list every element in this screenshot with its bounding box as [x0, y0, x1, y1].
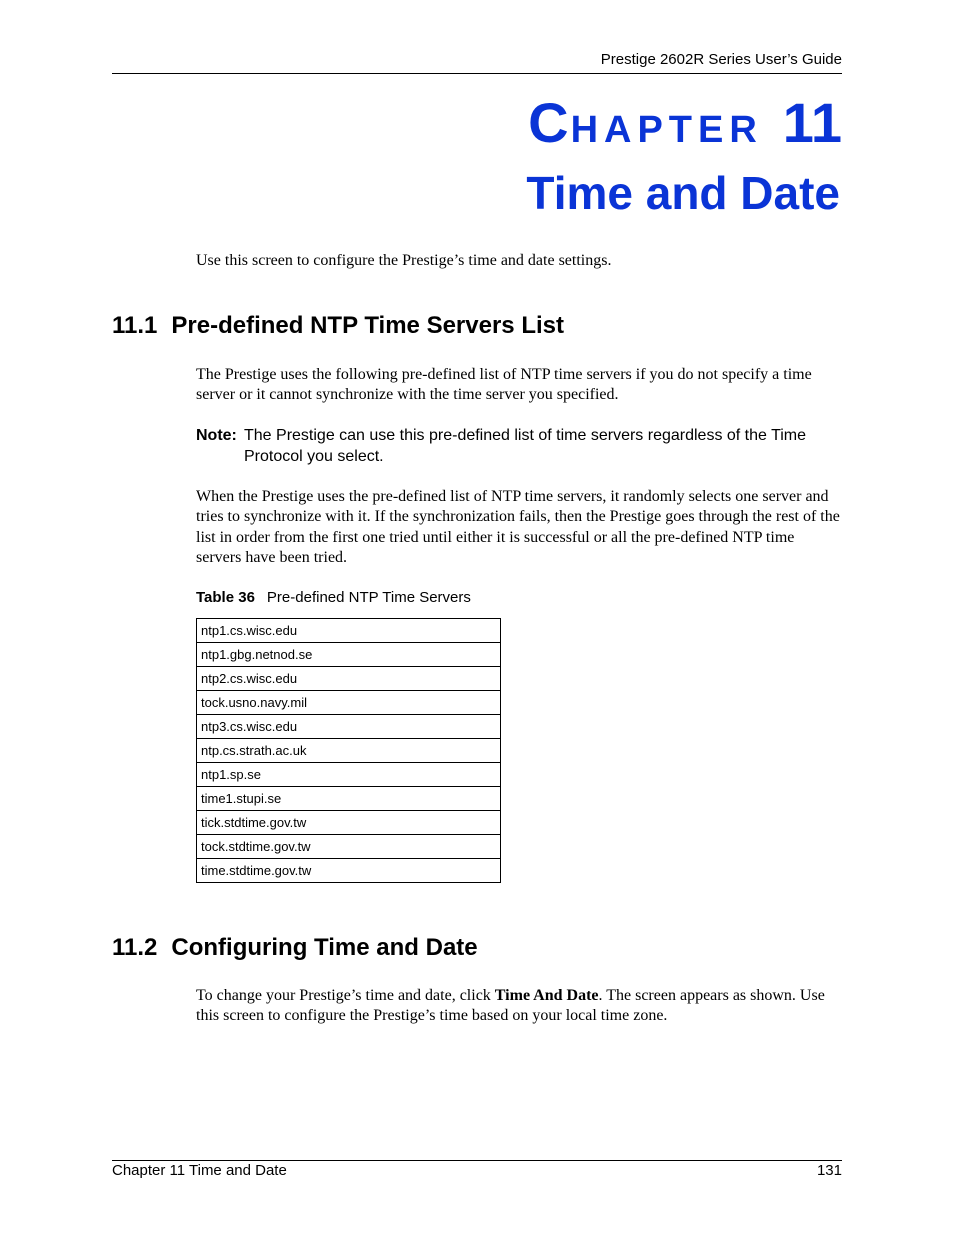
table-row	[197, 787, 501, 811]
section-title: Pre-defined NTP Time Servers List	[171, 312, 564, 339]
table-cell: ntp1.sp.se	[197, 763, 501, 787]
note-line-1	[196, 426, 844, 447]
footer-chapter-title: Chapter 11 Time and Date	[112, 1162, 287, 1179]
intro-paragraph: Use this screen to configure the Prestige’s time and date settings.	[196, 252, 612, 269]
table-caption-label: Table 36	[196, 589, 255, 606]
table-row	[197, 859, 501, 883]
page-number: 131	[816, 1162, 842, 1179]
table-row	[197, 643, 501, 667]
section-number: 11.2	[112, 934, 158, 961]
table-caption	[196, 589, 471, 606]
table-cell: time1.stupi.se	[197, 787, 501, 811]
chapter-number: 11	[782, 91, 842, 154]
table-caption-text: Pre-defined NTP Time Servers	[266, 589, 471, 606]
chapter-title: Time and Date	[526, 167, 840, 219]
table-cell: ntp3.cs.wisc.edu	[197, 715, 501, 739]
table-cell: tick.stdtime.gov.tw	[197, 811, 501, 835]
table-cell: ntp2.cs.wisc.edu	[197, 667, 501, 691]
table-cell: tock.usno.navy.mil	[197, 691, 501, 715]
table-row	[197, 763, 501, 787]
table-row	[197, 619, 501, 643]
note-text-1: The Prestige can use this pre-defined list of time servers regardless of the Time	[244, 427, 807, 444]
time-and-date-link-text: Time And Date	[494, 987, 599, 1004]
note-label: Note:	[196, 427, 237, 444]
section-number: 11.1	[112, 312, 158, 339]
table-row	[197, 691, 501, 715]
chapter-label-rest: HAPTER	[570, 109, 763, 151]
table-row	[197, 811, 501, 835]
table-row	[197, 667, 501, 691]
section-heading-11-2	[112, 934, 478, 962]
table-row	[197, 835, 501, 859]
table-cell: time.stdtime.gov.tw	[197, 859, 501, 883]
table-row	[197, 715, 501, 739]
section2-text-before: To change your Prestige’s time and date, click	[196, 987, 495, 1004]
section-title: Configuring Time and Date	[171, 934, 478, 961]
table-cell: ntp1.cs.wisc.edu	[197, 619, 501, 643]
table-cell: ntp1.gbg.netnod.se	[197, 643, 501, 667]
section2-paragraph	[196, 986, 842, 1027]
section1-paragraph-1: The Prestige uses the following pre-defined list of NTP time servers if you do not specify a time server or it cannot synchronize with the time server you specified.	[196, 366, 812, 404]
header-rule	[112, 73, 842, 74]
table-row	[197, 739, 501, 763]
note-block	[196, 426, 844, 467]
note-text-2: Protocol you select.	[244, 447, 384, 465]
chapter-label	[528, 91, 842, 154]
section-heading-11-1	[112, 312, 564, 340]
ntp-server-table	[196, 618, 501, 883]
table-cell: tock.stdtime.gov.tw	[197, 835, 501, 859]
chapter-label-initial: C	[528, 91, 569, 154]
section1-paragraph-2: When the Prestige uses the pre-defined list of NTP time servers, it randomly selects one server and tries to synchronize with it. If the synchronization fails, then the Prestige goes through the rest of the list in order from the first one tried until either it is successful or all the pre-defined NTP time servers have been tried.	[196, 488, 840, 566]
running-header: Prestige 2602R Series User’s Guide	[600, 51, 842, 68]
table-cell: ntp.cs.strath.ac.uk	[197, 739, 501, 763]
section2-text-after: . The screen appears as shown. Use this screen to configure the Prestige’s time based on your local time zone.	[196, 987, 825, 1025]
footer-rule	[112, 1160, 842, 1161]
